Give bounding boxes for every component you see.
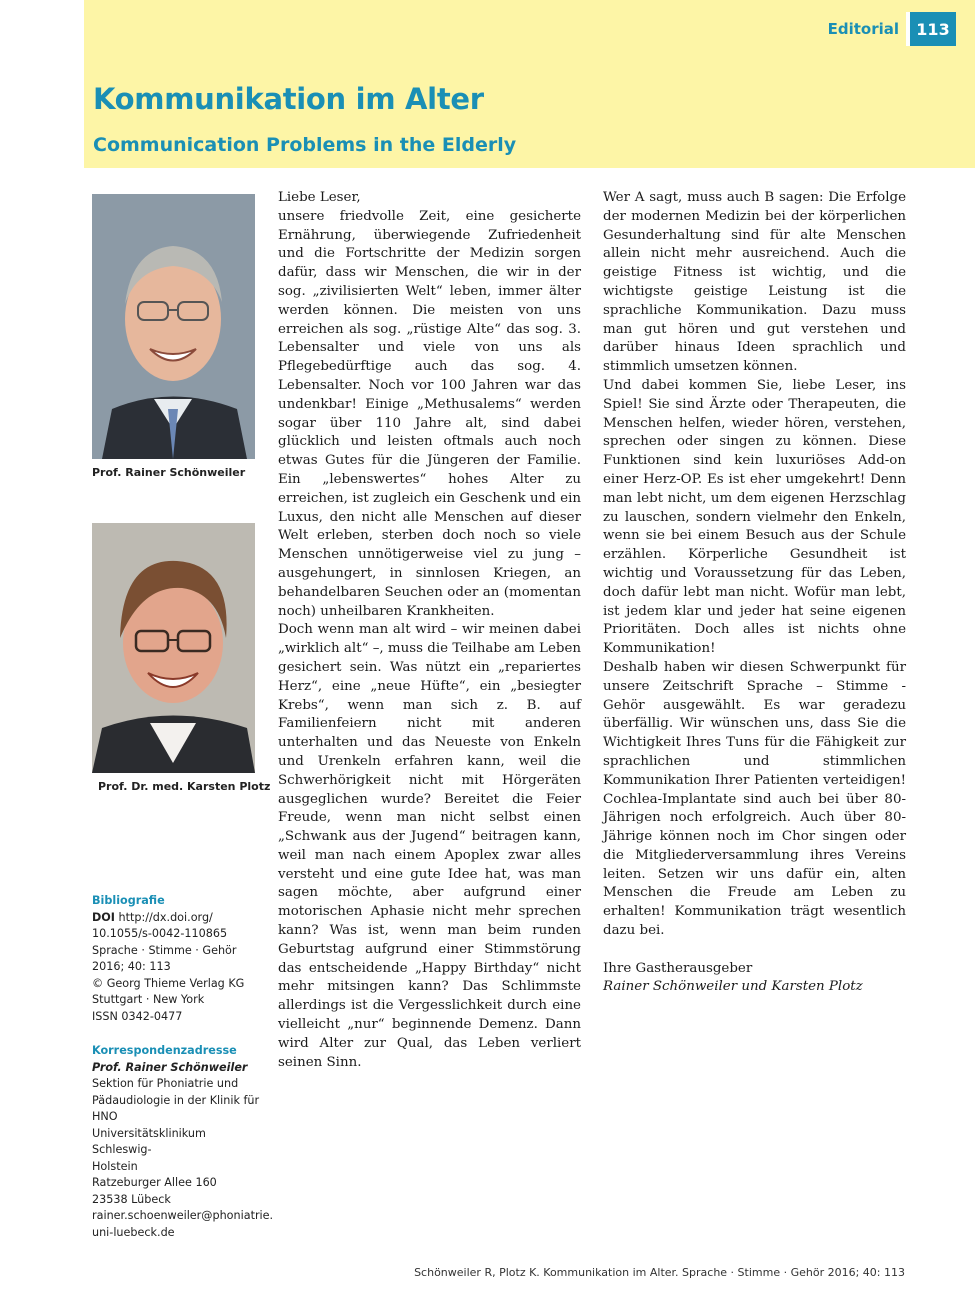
correspondence-name: Prof. Rainer Schönweiler	[92, 1060, 248, 1074]
address-line: Sektion für Phoniatrie und	[92, 1077, 239, 1090]
body-column-1	[278, 189, 581, 1072]
address-line: Universitätsklinikum Schleswig-	[92, 1126, 206, 1156]
bib-line: Sprache · Stimme · Gehör	[92, 943, 237, 957]
body-paragraph: Wer A sagt, muss auch B sagen: Die Erfolge der modernen Medizin bei der körperlichen Gesunderhaltung sind für alte Menschen allein nicht mehr ausreichend. Auch die geistige Fitness ist wichtig, und die wichtigste geistige Leistung ist die sprachliche Kommunikation. Dazu muss man gut hören und gut verstehen und darüber hinaus Ideen sprachlich und stimmlich umsetzen können.	[603, 190, 906, 375]
correspondence-block	[92, 1043, 274, 1241]
body-paragraph: unsere friedvolle Zeit, eine gesicherte Ernährung, überwiegende Zufriedenheit und die Fortschritte der Medizin sorgen dafür, dass wir Menschen, die wir in der sog. „zivilisierten Welt“ leben, immer älter werden können. Die meisten von uns erreichen als sog. „rüstige Alte“ das sog. 3. Lebensalter und viele von uns als Pflegebedürftige auch das sog. 4. Lebensalter. Noch vor 100 Jahren war das undenkbar! Einige „Methusalems“ werden sogar über 110 Jahre alt, sind dabei glücklich und leisten oftmals auch noch etwas Gutes für die Jüngeren der Familie. Ein „lebenswertes“ hohes Alter zu erreichen, ist zugleich ein Geschenk und ein Luxus, den nicht alle Menschen auf dieser Welt erleben, sterben doch noch so viele Menschen unnötigerweise viel zu jung – ausgehungert, in sinnlosen Kriegen, an behandelbaren Seuchen oder an (momentan noch) unheilbaren Krankheiten.	[278, 208, 581, 619]
article-subtitle: Communication Problems in the Elderly	[93, 134, 517, 156]
correspondence-heading: Korrespondenzadresse	[92, 1044, 237, 1057]
page-footer: Schönweiler R, Plotz K. Kommunikation im Alter. Sprache · Stimme · Gehör 2016; 40: 113	[414, 1266, 905, 1279]
email-link-cont[interactable]: uni-luebeck.de	[92, 1225, 175, 1239]
salutation: Liebe Leser,	[278, 190, 361, 205]
body-paragraph: Und dabei kommen Sie, liebe Leser, ins Spiel! Sie sind Ärzte oder Therapeuten, die Menschen helfen, wieder hören, verstehen, sprechen oder singen zu können. Diese Funktionen sind kein luxuriöses Add-on einer Herz-OP. Es ist eher umgekehrt! Denn man lebt nicht, um dem eigenen Herzschlag zu lauschen, sondern vielmehr den Enkeln, wenn sie bei einem Besuch aus der Schule erzählen. Körperliche Gesundheit ist wichtig und Voraussetzung für das Leben, doch dafür lebt man nicht. Wofür man lebt, ist jedem klar und jeder hat seine eigenen Prioritäten. Doch alles ist nichts ohne Kommunikation!	[603, 377, 906, 657]
body-column-2	[603, 189, 906, 997]
author-photo-plotz	[92, 523, 255, 773]
article-title: Kommunikation im Alter	[93, 82, 484, 116]
doi-line: DOI http://dx.doi.org/	[92, 910, 213, 924]
address-line: HNO	[92, 1110, 118, 1123]
closing: Ihre Gastherausgeber	[603, 960, 753, 976]
signature: Rainer Schönweiler und Karsten Plotz	[603, 979, 863, 995]
bib-line: 2016; 40: 113	[92, 960, 171, 973]
author-photo-schoenweiler	[92, 194, 255, 459]
body-paragraph: Doch wenn man alt wird – wir meinen dabei „wirklich alt“ –, muss die Teilhabe am Leben gesichert sein. Was nützt ein „repariertes Herz“, eine „neue Hüfte“, ein „besiegter Krebs“, wenn man sich z. B. auf Familienfeiern nicht mit anderen unterhalten und das Neueste von Enkeln und Urenkeln erfahren kann, weil die Schwerhörigkeit nicht mit Hörgeräten ausgeglichen wurde? Bereitet die Feier Freude, wenn man nicht selbst einen „Schwank aus der Jugend“ beitragen kann, weil man nach einem Apoplex zwar alles versteht und eine gute Idee hat, was man sagen möchte, aber aufgrund einer motorischen Aphasie nicht mehr sprechen kann? Was ist, wenn man beim runden Geburtstag aufgrund einer Stimmstörung das entscheidende „Happy Birthday“ nicht mehr mitsingen kann? Das Schlimmste allerdings ist die Vergesslichkeit durch eine vielleicht „nur“ beginnende Demenz. Dann wird Alter zur Qual, das Leben verliert seinen Sinn.	[278, 622, 581, 1070]
email-link[interactable]: rainer.schoenweiler@phoniatrie.	[92, 1209, 274, 1222]
bib-line: ISSN 0342-0477	[92, 1009, 183, 1023]
doi-link[interactable]: http://dx.doi.org/	[118, 910, 213, 924]
address-line: Holstein	[92, 1159, 138, 1173]
photo-caption: Prof. Dr. med. Karsten Plotz	[98, 780, 271, 793]
section-label: Editorial	[827, 20, 899, 38]
page-number: 113	[906, 12, 956, 46]
photo-caption: Prof. Rainer Schönweiler	[92, 466, 246, 479]
bibliography-block	[92, 893, 264, 1025]
bibliography-heading: Bibliografie	[92, 894, 165, 907]
address-line: Pädaudiologie in der Klinik für	[92, 1093, 260, 1107]
bib-line: 10.1055/s-0042-110865	[92, 927, 228, 940]
bib-line: Stuttgart · New York	[92, 993, 205, 1006]
body-paragraph: Deshalb haben wir diesen Schwerpunkt für unsere Zeitschrift Sprache – Stimme - Gehör ausgewählt. Es war geradezu überfällig. Wir wünschen uns, dass Sie die Wichtigkeit Ihres Tuns für die Fähigkeit zur sprachlichen und stimmlichen Kommunikation Ihrer Patienten verteidigen! Cochlea-Implantate sind auch bei über 80-Jährigen noch erfolgreich. Auch über 80-Jährige können noch im Chor singen oder die Mitgliederversammlung ihres Vereins leiten. Setzen wir uns dafür ein, alten Menschen die Freude am Leben zu erhalten! Kommunikation trägt wesentlich dazu bei.	[603, 659, 906, 939]
bib-line: © Georg Thieme Verlag KG	[92, 976, 245, 990]
address-line: Ratzeburger Allee 160	[92, 1176, 217, 1189]
address-line: 23538 Lübeck	[92, 1192, 171, 1206]
